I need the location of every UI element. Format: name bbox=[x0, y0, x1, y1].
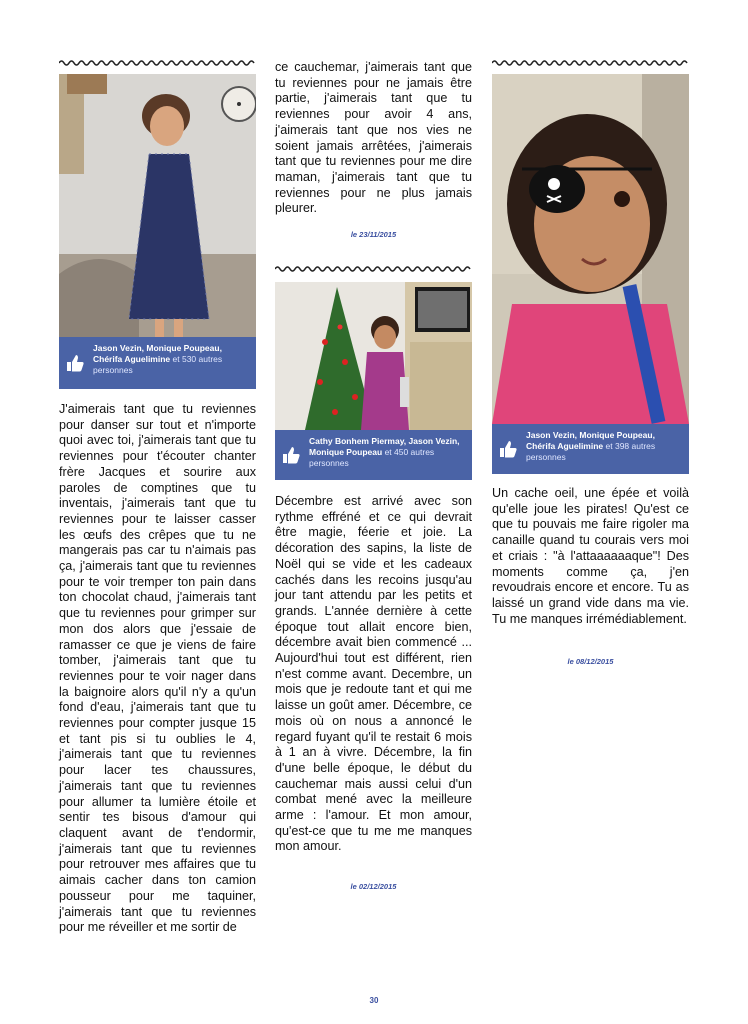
wave-divider-col2 bbox=[275, 265, 472, 273]
likes-text bbox=[309, 436, 466, 469]
photo-girl-pirate bbox=[492, 74, 689, 424]
date-col3: le 08/12/2015 bbox=[567, 657, 614, 666]
likes-text bbox=[526, 430, 683, 463]
thumbs-up-icon bbox=[65, 354, 85, 372]
article-text-col2-bottom: Décembre est arrivé avec son rythme effréné et ce qui devrait être magie, féerie et joie. La décoration des sapins, la liste de Noël qui se vide et les cadeaux cachés dans les recoins jusqu'au jour tant attendu par les petits et grands. L'année dernière à cette époque tout allait encore bien, décembre avait bien commencé ... Aujourd'hui tout est différent, rien n'est comme avant. Decembre, un mois que je redoute tant et qui me laisse un goût amer. Décembre, ce mois où on nous a annoncé le regard fuyant qu'il te restait 6 mois à 1 an à vivre. Décembre, la fin d'une belle époque, le début du cauchemar mais aussi celui d'un combat mené avec la meilleure arme : l'amour. Et mon amour, qu'est-ce que tu me me manques mon amour. bbox=[275, 494, 472, 854]
date-col2-bottom: le 02/12/2015 bbox=[350, 882, 397, 891]
date-col2-top: le 23/11/2015 bbox=[350, 230, 397, 239]
page-number: 30 bbox=[369, 996, 379, 1005]
likes-names: Cathy Bonhem Piermay, Jason Vezin, Monique Poupeau bbox=[309, 436, 460, 457]
photo-girl-dress bbox=[59, 74, 256, 337]
thumbs-up-icon bbox=[281, 446, 301, 464]
likes-bar-col2[interactable] bbox=[275, 430, 472, 480]
likes-names: Jason Vezin, Monique Poupeau, Chérifa Aguelimine bbox=[93, 343, 222, 364]
likes-text bbox=[93, 343, 250, 376]
article-text-col1: J'aimerais tant que tu reviennes pour danser sur tout et n'importe quoi avec toi, j'aimerais tant que tu reviennes pour t'écouter chanter frère Jacques et sourire aux paroles de comptines que tu inventais, j'aimerais tant que tu reviennes pour te laisser casser les œufs des crêpes que tu ne mangerais pas car tu n'aimais pas ça, j'aimerais tant que tu reviennes pour te voir tremper ton pain dans ton chocolat chaud, j'aimerais tant que tu reviennes pour grimper sur mon dos alors que j'essaie de ramasser ce que je viens de faire tomber, j'aimerais tant que tu reviennes pour te voir nager dans la baignoire alors qu'il n'y a qu'un fond d'eau, j'aimerais tant que tu reviennes pour compter jusque 15 et tant pis si tu oublies le 4, j'aimerais tant que tu reviennes pour lacer tes chaussures, j'aimerais tant que tu reviennes pour allumer ta lumière étoile et sentir tes bisous d'amour qui claquent avant de t'endormir, j'aimerais tant que tu reviennes pour retrouver mes affaires que tu aimais cacher dans ton camion pousseur pour me taquiner, j'aimerais tant que tu reviennes pour me réveiller et me sortir de bbox=[59, 402, 256, 935]
likes-names: Jason Vezin, Monique Poupeau, Chérifa Aguelimine bbox=[526, 430, 655, 451]
likes-count: et 530 autres personnes bbox=[93, 354, 223, 375]
article-text-col2-top: ce cauchemar, j'aimerais tant que tu reviennes pour ne jamais être partie, j'aimerais tant que tu reviennes pour avoir 4 ans, j'aimerais tant que nos vies ne soient jamais arrêtées, j'aimerais tant que tu reviennes pour me dire maman, j'aimerais tant que tu reviennes pour ne plus jamais pleurer. bbox=[275, 60, 472, 216]
likes-bar-col3[interactable] bbox=[492, 424, 689, 474]
thumbs-up-icon bbox=[498, 440, 518, 458]
wave-divider-col1 bbox=[59, 59, 256, 67]
wave-divider-col3 bbox=[492, 59, 689, 67]
likes-bar-col1[interactable] bbox=[59, 337, 256, 389]
likes-count: et 450 autres personnes bbox=[309, 447, 435, 468]
article-text-col3: Un cache oeil, une épée et voilà qu'elle joue les pirates! Qu'est ce que tu pouvais me faire rigoler ma canaille quand tu courais vers moi et criais : "à l'attaaaaaaque"! Des moments comme ça, j'en revoudrais encore et encore. Tu as laissé un grand vide dans ma vie. Tu me manques irrémédiablement. bbox=[492, 486, 689, 626]
likes-count: et 398 autres personnes bbox=[526, 441, 656, 462]
photo-girl-christmas-tree bbox=[275, 282, 472, 430]
